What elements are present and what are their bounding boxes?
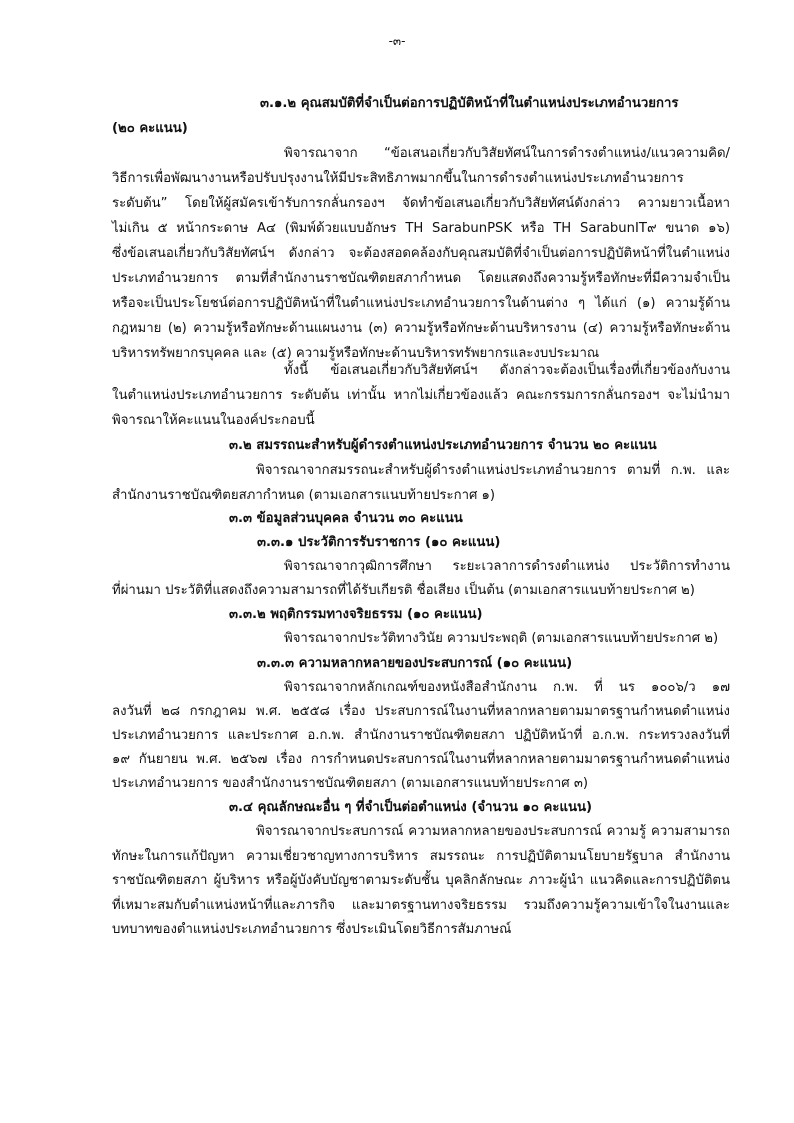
- section-heading: (๒๐ คะแนน): [112, 121, 188, 136]
- section-heading: ๓.๔ คุณลักษณะอื่น ๆ ที่จำเป็นต่อตำแหน่ง (จำนวน ๑๐ คะแนน): [229, 800, 592, 815]
- paragraph-line: ที่ผ่านมา ประวัติที่แสดงถึงความสามารถที่ได้รับเกียรติ ชื่อเสียง เป็นต้น (ตามเอกสารแนบท้ายประกาศ ๒): [112, 583, 695, 598]
- section-heading: ๓.๓.๑ ประวัติการรับราชการ (๑๐ คะแนน): [257, 535, 501, 550]
- paragraph-line: ไม่เกิน ๕ หน้ากระดาษ A๔ (พิมพ์ด้วยแบบอักษร TH SarabunPSK หรือ TH SarabunIT๙ ขนาด ๑๖): [112, 221, 730, 236]
- section-heading: ๓.๓ ข้อมูลส่วนบุคคล จำนวน ๓๐ คะแนน: [229, 511, 463, 526]
- section-heading: ๓.๓.๓ ความหลากหลายของประสบการณ์ (๑๐ คะแนน): [257, 656, 573, 671]
- section-heading: ๓.๓.๒ พฤติกรรมทางจริยธรรม (๑๐ คะแนน): [229, 607, 483, 622]
- page-number: -๓-: [388, 34, 406, 48]
- paragraph-line: ประเภทอำนวยการ ตามที่สำนักงานราชบัณฑิตยสภากำหนด โดยแสดงถึงความรู้หรือทักษะที่มีความจำเป็น: [112, 271, 730, 286]
- paragraph-line: บริหารทรัพยากรบุคคล และ (๕) ความรู้หรือทักษะด้านบริหารทรัพยากรและงบประมาณ: [112, 346, 600, 361]
- section-heading: ๓.๒ สมรรถนะสำหรับผู้ดำรงตำแหน่งประเภทอำนวยการ จำนวน ๒๐ คะแนน: [229, 438, 657, 453]
- paragraph-line: พิจารณาจากสมรรถนะสำหรับผู้ดำรงตำแหน่งประเภทอำนวยการ ตามที่ ก.พ. และ: [256, 463, 730, 478]
- paragraph-line: ที่เหมาะสมกับตำแหน่งหน้าที่และภารกิจ และมาตรฐานทางจริยธรรม รวมถึงความรู้ความเข้าใจในงานและ: [112, 898, 730, 913]
- paragraph-line: ลงวันที่ ๒๘ กรกฎาคม พ.ศ. ๒๕๕๘ เรื่อง ประสบการณ์ในงานที่หลากหลายตามมาตรฐานกำหนดตำแหน่ง: [112, 704, 730, 719]
- paragraph-line: พิจารณาให้คะแนนในองค์ประกอบนี้: [112, 413, 315, 428]
- paragraph-line: วิธีการเพื่อพัฒนางานหรือปรับปรุงงานให้มีประสิทธิภาพมากขึ้นในการดำรงตำแหน่งประเภทอำนวยการ: [112, 171, 684, 186]
- paragraph-line: ในตำแหน่งประเภทอำนวยการ ระดับต้น เท่านั้น หากไม่เกี่ยวข้องแล้ว คณะกรรมการกลั่นกรองฯ จะไม่นำมา: [112, 388, 730, 403]
- paragraph-line: พิจารณาจากประวัติทางวินัย ความประพฤติ (ตามเอกสารแนบท้ายประกาศ ๒): [284, 631, 719, 646]
- paragraph-line: ระดับต้น” โดยให้ผู้สมัครเข้ารับการกลั่นกรองฯ จัดทำข้อเสนอเกี่ยวกับวิสัยทัศน์ดังกล่าว ความยาวเนื้อหา: [112, 196, 730, 211]
- paragraph-line: กฎหมาย (๒) ความรู้หรือทักษะด้านแผนงาน (๓) ความรู้หรือทักษะด้านบริหารงาน (๔) ความรู้หรือทักษะด้าน: [112, 321, 730, 336]
- paragraph-line: พิจารณาจากวุฒิการศึกษา ระยะเวลาการดำรงตำแหน่ง ประวัติการทำงาน: [284, 559, 730, 574]
- paragraph-line: สำนักงานราชบัณฑิตยสภากำหนด (ตามเอกสารแนบท้ายประกาศ ๑): [112, 488, 496, 503]
- paragraph-line: ราชบัณฑิตยสภา ผู้บริหาร หรือผู้บังคับบัญชาตามระดับชั้น บุคลิกลักษณะ ภาวะผู้นำ แนวคิดและการปฏิบัติตน: [112, 873, 730, 888]
- paragraph-line: หรือจะเป็นประโยชน์ต่อการปฏิบัติหน้าที่ในตำแหน่งประเภทอำนวยการในด้านต่าง ๆ ได้แก่ (๑) ความรู้ด้าน: [112, 296, 730, 311]
- section-heading: ๓.๑.๒ คุณสมบัติที่จำเป็นต่อการปฏิบัติหน้าที่ในตำแหน่งประเภทอำนวยการ: [260, 96, 679, 111]
- paragraph-line: พิจารณาจากหลักเกณฑ์ของหนังสือสำนักงาน ก.พ. ที่ นร ๑๐๐๖/ว ๑๗: [284, 680, 730, 695]
- paragraph-line: ทั้งนี้ ข้อเสนอเกี่ยวกับวิสัยทัศน์ฯ ดังกล่าวจะต้องเป็นเรื่องที่เกี่ยวข้องกับงาน: [284, 363, 730, 378]
- paragraph-line: พิจารณาจาก “ข้อเสนอเกี่ยวกับวิสัยทัศน์ในการดำรงตำแหน่ง/แนวความคิด/: [284, 146, 730, 161]
- paragraph-line: ประเภทอำนวยการ และประกาศ อ.ก.พ. สำนักงานราชบัณฑิตยสภา ปฏิบัติหน้าที่ อ.ก.พ. กระทรวงลงวันที่: [112, 728, 730, 743]
- paragraph-line: ซึ่งข้อเสนอเกี่ยวกับวิสัยทัศน์ฯ ดังกล่าว จะต้องสอดคล้องกับคุณสมบัติที่จำเป็นต่อการปฏิบัติหน้าที่ในตำแหน่ง: [112, 246, 730, 261]
- paragraph-line: ทักษะในการแก้ปัญหา ความเชี่ยวชาญทางการบริหาร สมรรถนะ การปฏิบัติตามนโยบายรัฐบาล สำนักงาน: [112, 849, 730, 864]
- paragraph-line: ๑๙ กันยายน พ.ศ. ๒๕๖๗ เรื่อง การกำหนดประสบการณ์ในงานที่หลากหลายตามมาตรฐานกำหนดตำแหน่ง: [112, 752, 730, 767]
- paragraph-line: บทบาทของตำแหน่งประเภทอำนวยการ ซึ่งประเมินโดยวิธีการสัมภาษณ์: [112, 922, 512, 937]
- paragraph-line: ประเภทอำนวยการ ของสำนักงานราชบัณฑิตยสภา (ตามเอกสารแนบท้ายประกาศ ๓): [112, 776, 588, 791]
- paragraph-line: พิจารณาจากประสบการณ์ ความหลากหลายของประสบการณ์ ความรู้ ความสามารถ: [256, 824, 730, 839]
